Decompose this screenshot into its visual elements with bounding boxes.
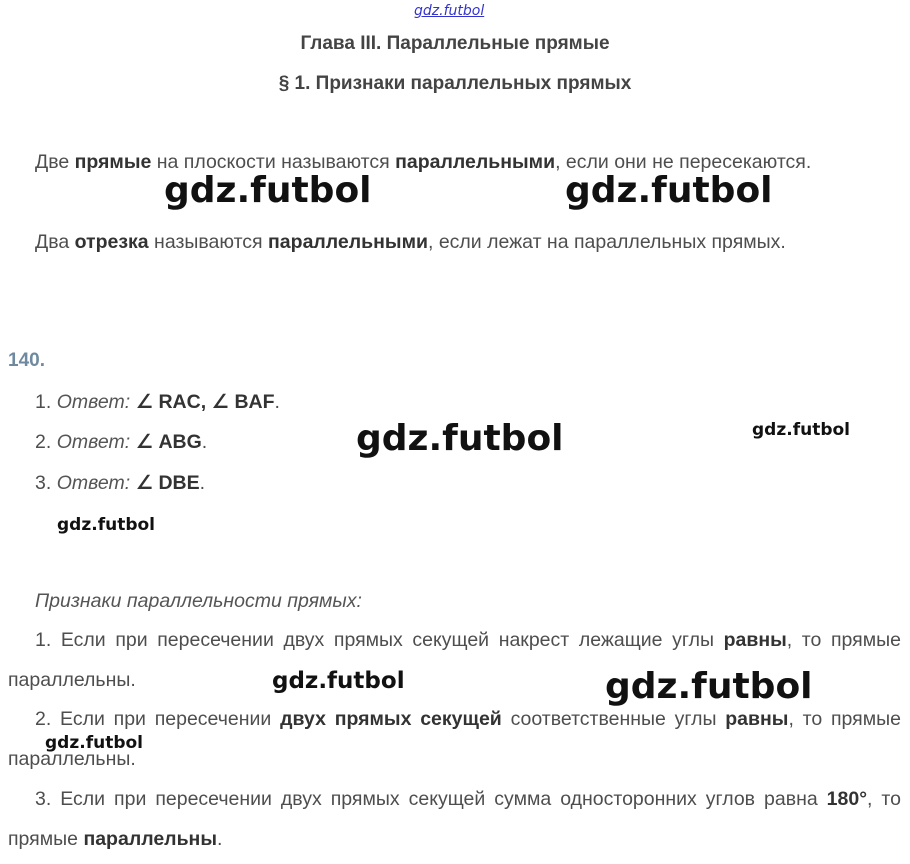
criterion-term: равны (725, 708, 789, 730)
criterion-text: , то прямые (8, 788, 901, 850)
criterion-text: . (217, 828, 223, 850)
answer-item (35, 390, 280, 414)
criterion-term: параллельны (83, 828, 217, 850)
criterion-text: соответственные углы (501, 708, 726, 730)
definition-parallel-segments (8, 222, 901, 262)
answer-item (35, 471, 205, 495)
criterion-term: 180° (826, 788, 868, 810)
answer-index: 2. (35, 431, 52, 453)
watermark: gdz.futbol (272, 668, 405, 694)
criterion-text: 3. Если при пересечении двух прямых секущей сумма односторонних углов равна (35, 788, 827, 810)
answer-label: Ответ: (56, 472, 131, 494)
criterion-text: 1. Если при пересечении двух прямых секущей накрест лежащие углы (35, 629, 724, 651)
def2-text: называются (148, 231, 269, 253)
def2-text: , если лежат на параллельных прямых. (428, 231, 786, 253)
def1-term-parallel: параллельными (395, 151, 556, 173)
chapter-title: Глава III. Параллельные прямые (300, 33, 610, 54)
watermark: gdz.futbol (565, 170, 773, 211)
watermark: gdz.futbol (356, 418, 564, 459)
def1-text: , если они не пересекаются. (555, 151, 812, 173)
def1-text: Две (35, 151, 75, 173)
answer-value: ∠ DBE (135, 472, 200, 494)
watermark: gdz.futbol (164, 170, 372, 211)
answer-label: Ответ: (56, 431, 131, 453)
answer-end: . (199, 472, 206, 494)
exercise-number: 140. (8, 350, 45, 371)
answer-value: ∠ ABG (135, 431, 202, 453)
answer-end: . (201, 431, 208, 453)
def1-text: на плоскости называются (151, 151, 396, 173)
section-title: § 1. Признаки параллельных прямых (278, 73, 632, 94)
answer-index: 1. (35, 391, 52, 413)
watermark: gdz.futbol (57, 515, 155, 535)
answer-item (35, 430, 207, 454)
criterion-item (8, 779, 901, 859)
answer-label: Ответ: (56, 391, 131, 413)
watermark: gdz.futbol (45, 733, 143, 753)
criterion-text: 2. Если при пересечении (35, 708, 281, 730)
criterion-text: , то прямые параллельны. (8, 708, 901, 770)
def2-term-parallel: параллельными (268, 231, 428, 253)
criterion-term: равны (723, 629, 787, 651)
criteria-title: Признаки параллельности прямых: (35, 590, 362, 612)
watermark-top: gdz.futbol (414, 3, 485, 19)
def2-term-segment: отрезка (74, 231, 149, 253)
criterion-term: двух прямых секущей (280, 708, 502, 730)
watermark: gdz.futbol (752, 420, 850, 440)
def1-term-lines: прямые (74, 151, 152, 173)
watermark: gdz.futbol (605, 666, 813, 707)
answer-index: 3. (35, 472, 52, 494)
criterion-text: , то прямые параллельны. (8, 629, 901, 691)
answer-end: . (274, 391, 280, 413)
answer-value: ∠ RAC, ∠ BAF (135, 391, 275, 413)
def2-text: Два (35, 231, 75, 253)
